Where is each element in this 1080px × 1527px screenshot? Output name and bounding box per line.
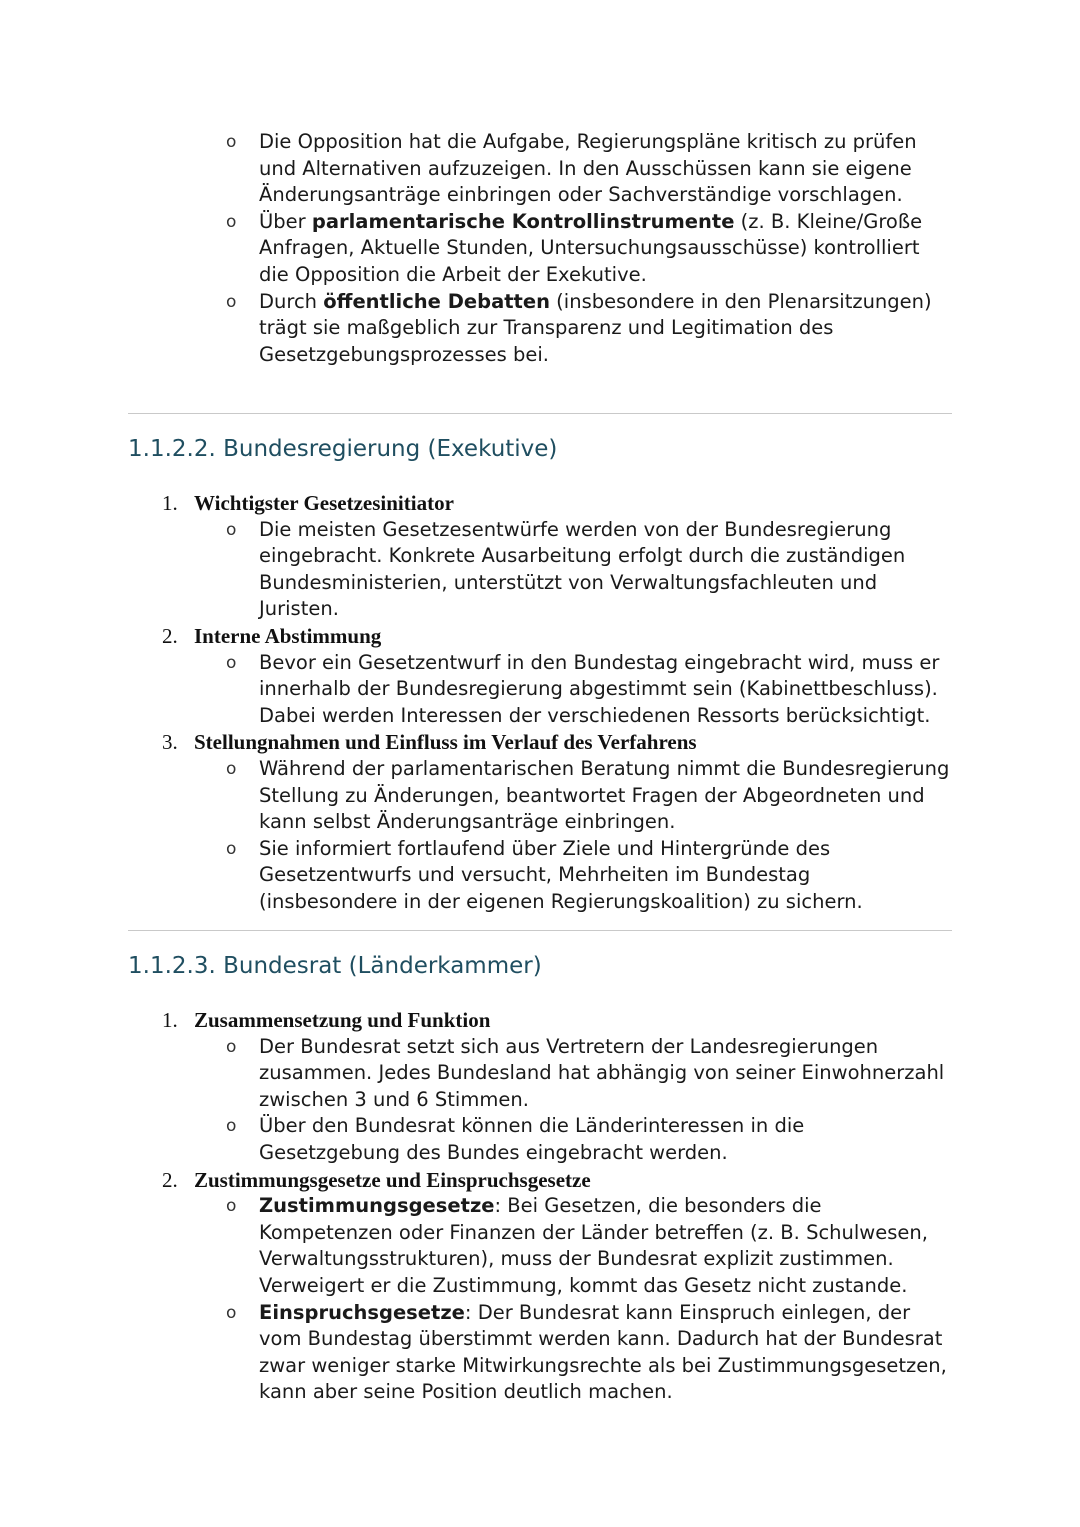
- list-item: o Bevor ein Gesetzentwurf in den Bundestag eingebracht wird, muss er innerhalb der Bundesregierung abgestimmt sein (Kabinettbeschluss). Dabei werden Interessen der verschiedenen Ressorts berücksichtigt.: [0, 650, 1080, 730]
- item-number: 3.: [162, 730, 178, 755]
- numbered-item: [0, 623, 1080, 729]
- section-divider: [128, 413, 952, 414]
- section-heading-bundesregierung: 1.1.2.2. Bundesregierung (Exekutive): [128, 436, 558, 462]
- list-item: o Während der parlamentarischen Beratung nimmt die Bundesregierung Stellung zu Änderungen, beantwortet Fragen der Abgeordneten und kann selbst Änderungsanträge einbringen.: [0, 756, 1080, 836]
- bullet-list: [0, 1193, 1080, 1406]
- list-item: o Der Bundesrat setzt sich aus Vertretern der Landesregierungen zusammen. Jedes Bundesland hat abhängig von seiner Einwohnerzahl zwischen 3 und 6 Stimmen.: [0, 1034, 1080, 1114]
- list-item: o Über den Bundesrat können die Länderinteressen in die Gesetzgebung des Bundes eingebracht werden.: [0, 1113, 1080, 1166]
- section-divider: [128, 930, 952, 931]
- numbered-item: [0, 1007, 1080, 1167]
- item-number: 1.: [162, 491, 178, 515]
- item-number: 1.: [162, 1008, 178, 1032]
- list-item: o Über parlamentarische Kontrollinstrumente (z. B. Kleine/Große Anfragen, Aktuelle Stunden, Untersuchungsausschüsse) kontrolliert die Opposition die Arbeit der Exekutive.: [0, 209, 1080, 289]
- section-heading-bundesrat: 1.1.2.3. Bundesrat (Länderkammer): [128, 953, 542, 979]
- list-item: o Einspruchsgesetze: Der Bundesrat kann Einspruch einlegen, der vom Bundestag überstimmt werden kann. Dadurch hat der Bundesrat zwar weniger starke Mitwirkungsrechte als bei Zustimmungsgesetzen, kann aber seine Position deutlich machen.: [0, 1300, 1080, 1406]
- list-item: o Sie informiert fortlaufend über Ziele und Hintergründe des Gesetzentwurfs und versucht, Mehrheiten im Bundestag (insbesondere in der eigenen Regierungskoalition) zu sichern.: [0, 836, 1080, 916]
- bullet-list: [0, 756, 1080, 916]
- list-item: o Durch öffentliche Debatten (insbesondere in den Plenarsitzungen) trägt sie maßgeblich zur Transparenz und Legitimation des Gesetzgebungsprozesses bei.: [0, 289, 1080, 369]
- numbered-item: [0, 1167, 1080, 1406]
- bullet-list: [0, 650, 1080, 730]
- section-bundesregierung: [0, 490, 1080, 916]
- list-item: o Die meisten Gesetzesentwürfe werden von der Bundesregierung eingebracht. Konkrete Ausarbeitung erfolgt durch die zuständigen Bundesministerien, unterstützt von Verwaltungsfachleuten und Juristen.: [0, 517, 1080, 623]
- numbered-item-title: 1. Zusammensetzung und Funktion: [162, 1008, 491, 1032]
- numbered-item-title: 1. Wichtigster Gesetzesinitiator: [162, 491, 454, 515]
- section-bundesrat: [0, 1007, 1080, 1406]
- numbered-item-title: 3. Stellungnahmen und Einfluss im Verlauf des Verfahrens: [162, 730, 697, 755]
- numbered-item-title: 2. Zustimmungsgesetze und Einspruchsgesetze: [162, 1167, 591, 1192]
- numbered-item-title: 2. Interne Abstimmung: [162, 623, 382, 648]
- list-item: o Die Opposition hat die Aufgabe, Regierungspläne kritisch zu prüfen und Alternativen aufzuzeigen. In den Ausschüssen kann sie eigene Änderungsanträge einbringen oder Sachverständige vorschlagen.: [0, 129, 1080, 209]
- item-number: 2.: [162, 1167, 178, 1192]
- bullet-list: [0, 517, 1080, 623]
- bullet-list: [0, 1034, 1080, 1167]
- numbered-item: [0, 729, 1080, 915]
- intro-bullet-list: [0, 129, 1080, 368]
- item-number: 2.: [162, 623, 178, 648]
- numbered-item: [0, 490, 1080, 623]
- list-item: o Zustimmungsgesetze: Bei Gesetzen, die besonders die Kompetenzen oder Finanzen der Länder betreffen (z. B. Schulwesen, Verwaltungsstrukturen), muss der Bundesrat explizit zustimmen. Verweigert er die Zustimmung, kommt das Gesetz nicht zustande.: [0, 1193, 1080, 1299]
